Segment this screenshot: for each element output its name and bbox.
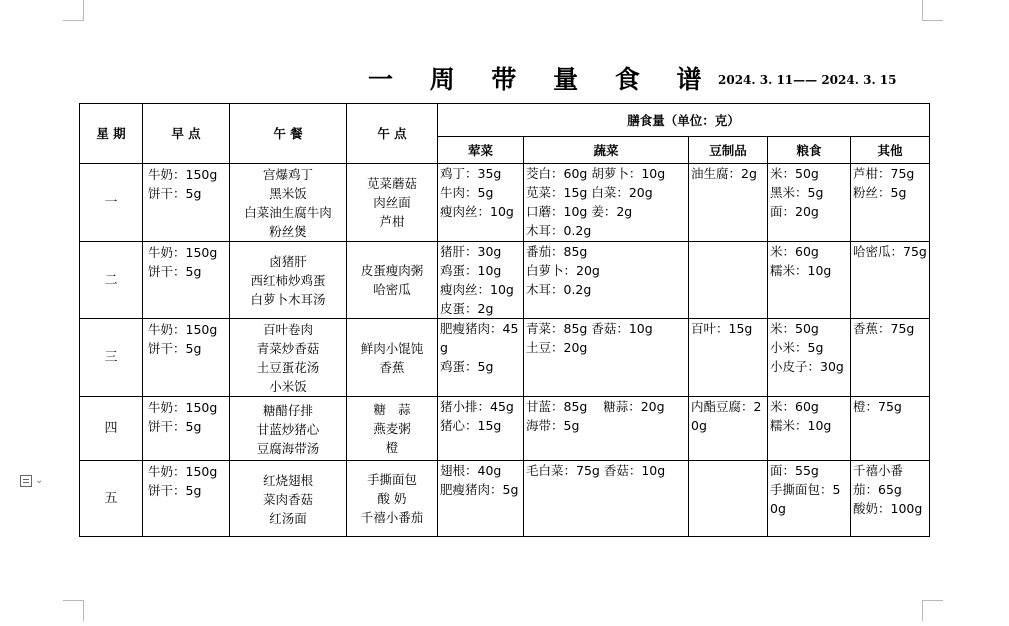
lunch-item: 菜肉香菇 (262, 491, 313, 507)
vegetable-item: 口蘑：10g 姜：2g (526, 204, 633, 219)
other-item: 粉丝：5g (853, 185, 907, 200)
breakfast-item: 饼干：5g (148, 341, 202, 356)
meat-item: 猪心：15g (440, 418, 502, 433)
vegetable-item: 甘蓝：85g 糖蒜：20g (526, 399, 665, 414)
grain-item: 米：60g (770, 244, 819, 259)
grain-item: 小皮子：30g (770, 359, 844, 374)
soy-cell (689, 164, 768, 242)
meat-item: 猪肝：30g (440, 244, 502, 259)
lunch-item: 宫爆鸡丁 (262, 167, 313, 182)
date-range: 2024. 3. 11—— 2024. 3. 15 (718, 73, 897, 87)
snack-item: 橙 (385, 440, 399, 455)
other-item: 橙：75g (853, 399, 902, 414)
grain-cell (768, 242, 851, 319)
meat-item: 鸡蛋：10g (440, 263, 502, 278)
snack-item: 千禧小番茄 (360, 510, 424, 525)
paragraph-options-button[interactable] (20, 472, 50, 489)
meat-item: 瘦肉丝：10g (440, 204, 514, 219)
vegetable-cell (524, 164, 689, 242)
grain-item: 米：60g (770, 399, 819, 414)
page-corner-mark-bottom-left (63, 600, 84, 621)
meat-item: 肥瘦猪肉：45g (440, 321, 519, 355)
vegetable-item: 木耳：0.2g (526, 223, 592, 238)
table-row (80, 319, 930, 397)
vegetable-item: 白萝卜：20g (526, 263, 600, 278)
grain-item: 手撕面包：50g (770, 482, 841, 516)
table-row (80, 242, 930, 319)
weekday-cell: 五 (80, 461, 143, 537)
vegetable-item: 青菜：85g 香菇：10g (526, 321, 653, 336)
snack-item: 手撕面包 (366, 472, 417, 487)
paragraph-icon (20, 475, 32, 487)
table-row (80, 461, 930, 537)
other-cell (851, 164, 930, 242)
page-corner-mark-top-left (63, 0, 84, 21)
header-lunch: 午 餐 (230, 104, 347, 164)
document-title: 一 周 带 量 食 谱 (368, 65, 716, 94)
table-row (80, 397, 930, 461)
weekly-menu-table (79, 103, 930, 537)
meat-cell (438, 242, 524, 319)
breakfast-item: 牛奶：150g (148, 464, 218, 479)
meat-item: 肥瘦猪肉：5g (440, 482, 519, 497)
grain-item: 糯米：10g (770, 418, 832, 433)
breakfast-item: 饼干：5g (148, 419, 202, 434)
lunch-cell (230, 461, 347, 537)
grain-item: 米：50g (770, 166, 819, 181)
vegetable-cell (524, 242, 689, 319)
lunch-cell (230, 164, 347, 242)
snack-cell (347, 164, 438, 242)
page-corner-mark-top-right (922, 0, 943, 21)
meat-item: 鸡丁：35g (440, 166, 502, 181)
soy-item: 百叶：15g (691, 321, 753, 336)
vegetable-item: 苋菜：15g 白菜：20g (526, 185, 653, 200)
soy-item: 内酯豆腐：20g (691, 399, 762, 433)
grain-item: 糯米：10g (770, 263, 832, 278)
table-row (80, 164, 930, 242)
breakfast-cell (143, 164, 230, 242)
chevron-down-icon: ⌄ (35, 475, 44, 486)
vegetable-cell (524, 461, 689, 537)
breakfast-cell (143, 461, 230, 537)
weekday-cell: 二 (80, 242, 143, 319)
snack-item: 燕麦粥 (373, 421, 411, 436)
other-cell (851, 242, 930, 319)
lunch-item: 白萝卜木耳汤 (250, 292, 326, 307)
lunch-item: 粉丝煲 (269, 224, 307, 239)
vegetable-item: 茭白：60g 胡萝卜：10g (526, 166, 666, 181)
lunch-item: 百叶卷肉 (262, 322, 313, 337)
meat-item: 翅根：40g (440, 463, 502, 478)
soy-item: 油生腐：2g (691, 166, 757, 181)
other-item: 芦柑：75g (853, 166, 915, 181)
weekday-cell: 一 (80, 164, 143, 242)
meat-cell (438, 461, 524, 537)
meat-item: 鸡蛋：5g (440, 359, 494, 374)
vegetable-cell (524, 319, 689, 397)
header-vegetable: 蔬菜 (524, 137, 689, 164)
lunch-cell (230, 319, 347, 397)
breakfast-item: 饼干：5g (148, 186, 202, 201)
lunch-item: 小米饭 (269, 379, 307, 394)
snack-cell (347, 397, 438, 461)
header-meat: 荤菜 (438, 137, 524, 164)
header-grain: 粮食 (768, 137, 851, 164)
breakfast-cell (143, 397, 230, 461)
grain-item: 黑米：5g (770, 185, 824, 200)
lunch-item: 西红柿炒鸡蛋 (250, 273, 326, 288)
snack-item: 糖 蒜 (373, 402, 411, 417)
header-soy: 豆制品 (689, 137, 768, 164)
breakfast-item: 牛奶：150g (148, 167, 218, 182)
breakfast-item: 牛奶：150g (148, 322, 218, 337)
breakfast-item: 牛奶：150g (148, 400, 218, 415)
snack-cell (347, 319, 438, 397)
other-cell (851, 397, 930, 461)
grain-item: 面：55g (770, 463, 819, 478)
meat-item: 牛肉：5g (440, 185, 494, 200)
lunch-item: 白菜油生腐牛肉 (244, 205, 332, 220)
grain-cell (768, 461, 851, 537)
vegetable-item: 海带：5g (526, 418, 580, 433)
lunch-item: 黑米饭 (269, 186, 307, 201)
snack-item: 哈密瓜 (373, 282, 411, 297)
grain-item: 小米：5g (770, 340, 824, 355)
meat-cell (438, 164, 524, 242)
snack-item: 酸 奶 (377, 491, 407, 506)
breakfast-item: 牛奶：150g (148, 245, 218, 260)
grain-cell (768, 319, 851, 397)
lunch-item: 红汤面 (269, 510, 307, 526)
header-weekday: 星 期 (80, 104, 143, 164)
weekday-cell: 四 (80, 397, 143, 461)
breakfast-cell (143, 319, 230, 397)
other-cell (851, 319, 930, 397)
meat-cell (438, 319, 524, 397)
soy-cell (689, 397, 768, 461)
lunch-item: 土豆蛋花汤 (256, 360, 320, 375)
vegetable-item: 番茄：85g (526, 244, 588, 259)
snack-item: 皮蛋瘦肉粥 (360, 263, 424, 278)
lunch-item: 青菜炒香菇 (256, 341, 320, 356)
other-cell (851, 461, 930, 537)
snack-item: 芦柑 (379, 214, 405, 229)
snack-cell (347, 461, 438, 537)
breakfast-cell (143, 242, 230, 319)
lunch-item: 红烧翅根 (262, 472, 313, 488)
header-intake: 膳食量（单位：克） (438, 104, 930, 137)
snack-item: 鲜肉小馄饨 (360, 340, 424, 356)
soy-cell (689, 242, 768, 319)
soy-cell (689, 461, 768, 537)
grain-cell (768, 164, 851, 242)
snack-cell (347, 242, 438, 319)
lunch-cell (230, 397, 347, 461)
grain-item: 米：50g (770, 321, 819, 336)
meat-item: 瘦肉丝：10g (440, 282, 514, 297)
meat-item: 皮蛋：2g (440, 301, 494, 316)
breakfast-item: 饼干：5g (148, 483, 202, 498)
grain-cell (768, 397, 851, 461)
vegetable-item: 木耳：0.2g (526, 282, 592, 297)
lunch-cell (230, 242, 347, 319)
other-item: 香蕉：75g (853, 321, 915, 336)
meat-cell (438, 397, 524, 461)
grain-item: 面：20g (770, 204, 819, 219)
lunch-item: 卤猪肝 (269, 254, 307, 269)
soy-cell (689, 319, 768, 397)
lunch-item: 糖醋仔排 (262, 402, 313, 418)
snack-item: 香蕉 (379, 359, 405, 375)
other-item: 千禧小番茄：65g (853, 463, 904, 497)
other-item: 哈密瓜：75g (853, 244, 927, 259)
header-breakfast: 早 点 (143, 104, 230, 164)
breakfast-item: 饼干：5g (148, 264, 202, 279)
other-item: 酸奶：100g (853, 501, 923, 516)
page-corner-mark-bottom-right (922, 600, 943, 621)
vegetable-item: 土豆：20g (526, 340, 588, 355)
vegetable-cell (524, 397, 689, 461)
weekday-cell: 三 (80, 319, 143, 397)
vegetable-item: 毛白菜：75g 香菇：10g (526, 463, 666, 478)
lunch-item: 豆腐海带汤 (256, 440, 320, 456)
header-other: 其他 (851, 137, 930, 164)
lunch-item: 甘蓝炒猪心 (256, 421, 320, 437)
snack-item: 苋菜蘑菇 (366, 176, 417, 191)
header-snack: 午 点 (347, 104, 438, 164)
meat-item: 猪小排：45g (440, 399, 514, 414)
snack-item: 肉丝面 (373, 195, 411, 210)
